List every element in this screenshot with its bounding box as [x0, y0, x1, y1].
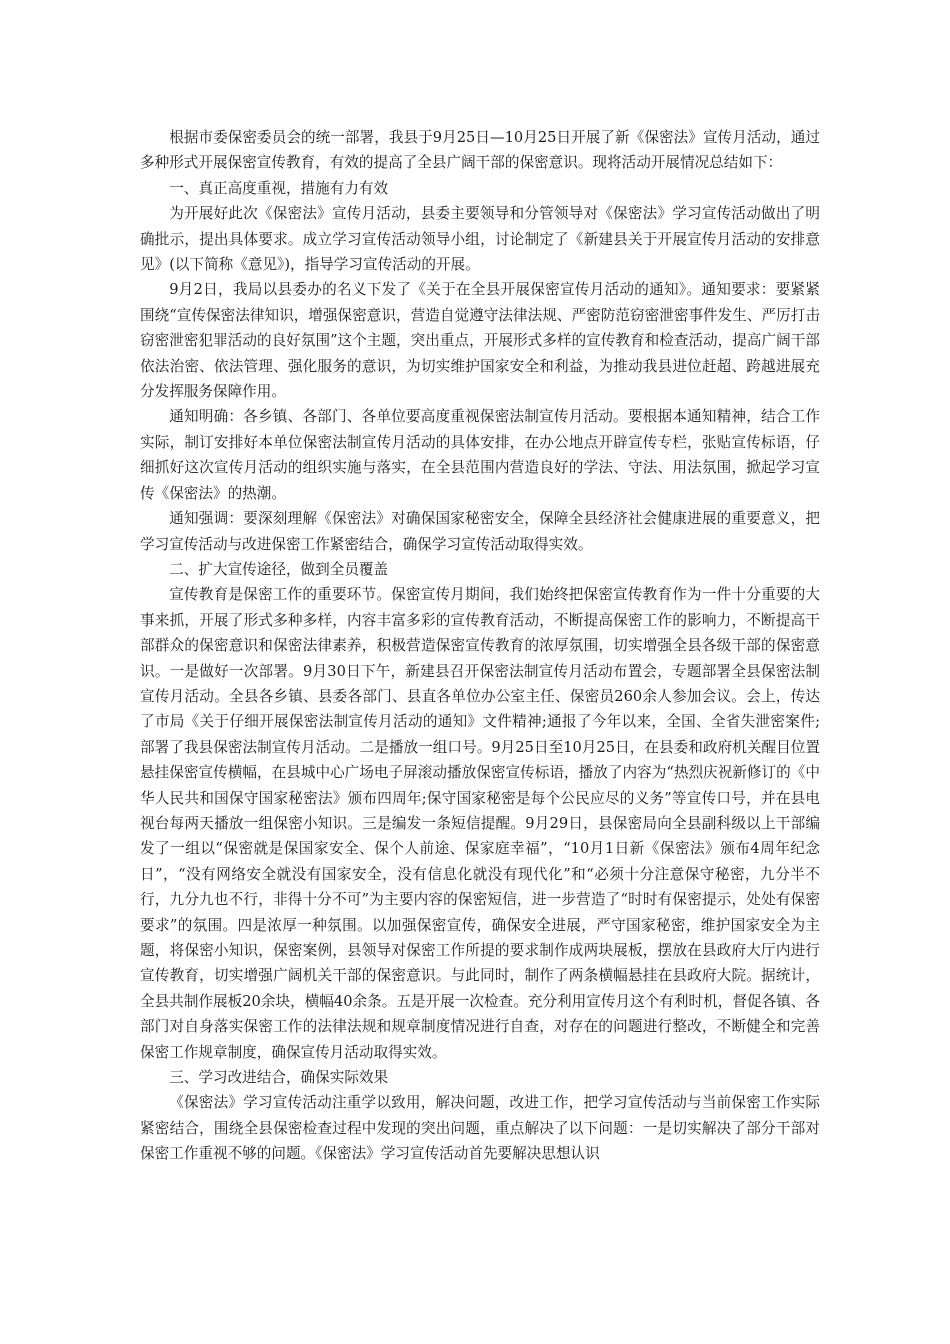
section-heading-1: 一、真正高度重视，措施有力有效 — [169, 179, 389, 197]
body-paragraph: 9月2日，我局以县委办的名义下发了《关于在全县开展保密宣传月活动的通知》。通知要求：要紧紧围绕“宣传保密法律知识，增强保密意识，营造自觉遵守法律法规、严密防范窃密泄密事件发生、严厉打击窃密泄密犯罪活动的良好氛围”这个主题，突出重点，开展形式多样的宣传教育和检查活动，提高广阔干部依法治密、依法管理、强化服务的意识，为切实维护国家安全和利益，为推动我县进位赶超、跨越进展充分发挥服务保障作用。 — [140, 281, 820, 401]
body-paragraph: 通知明确：各乡镇、各部门、各单位要高度重视保密法制宣传月活动。要根据本通知精神，结合工作实际，制订安排好本单位保密法制宣传月活动的具体安排，在办公地点开辟宣传专栏，张贴宣传标语，仔细抓好这次宣传月活动的组织实施与落实，在全县范围内营造良好的学法、守法、用法氛围，掀起学习宣传《保密法》的热潮。 — [140, 408, 820, 502]
body-paragraph: 为开展好此次《保密法》宣传月活动，县委主要领导和分管领导对《保密法》学习宣传活动做出了明确批示，提出具体要求。成立学习宣传活动领导小组，讨论制定了《新建县关于开展宣传月活动的安排意见》(以下简称《意见》)，指导学习宣传活动的开展。 — [140, 205, 820, 274]
body-paragraph: 《保密法》学习宣传活动注重学以致用，解决问题，改进工作，把学习宣传活动与当前保密工作实际紧密结合，围绕全县保密检查过程中发现的突出问题，重点解决了以下问题：一是切实解决了部分干部对保密工作重视不够的问题。《保密法》学习宣传活动首先要解决思想认识 — [140, 1094, 820, 1163]
section-heading-2: 二、扩大宣传途径，做到全员覆盖 — [169, 560, 389, 578]
intro-paragraph: 根据市委保密委员会的统一部署，我县于9月25日—10月25日开展了新《保密法》宣传月活动，通过多种形式开展保密宣传教育，有效的提高了全县广阔干部的保密意识。现将活动开展情况总结如下： — [140, 129, 820, 172]
section-heading-3: 三、学习改进结合，确保实际效果 — [169, 1069, 389, 1087]
document-body — [140, 125, 820, 1167]
body-paragraph: 通知强调：要深刻理解《保密法》对确保国家秘密安全，保障全县经济社会健康进展的重要意义，把学习宣传活动与改进保密工作紧密结合，确保学习宣传活动取得实效。 — [140, 510, 820, 553]
body-paragraph: 宣传教育是保密工作的重要环节。保密宣传月期间，我们始终把保密宣传教育作为一件十分重要的大事来抓，开展了形式多种多样，内容丰富多彩的宣传教育活动，不断提高保密工作的影响力，不断提高干部群众的保密意识和保密法律素养，积极营造保密宣传教育的浓厚氛围，切实增强全县各级干部的保密意识。一是做好一次部署。9月30日下午，新建县召开保密法制宣传月活动布置会，专题部署全县保密法制宣传月活动。全县各乡镇、县委各部门、县直各单位办公室主任、保密员260余人参加会议。会上，传达了市局《关于仔细开展保密法制宣传月活动的通知》文件精神;通报了今年以来，全国、全省失泄密案件;部署了我县保密法制宣传月活动。二是播放一组口号。9月25日至10月25日，在县委和政府机关醒目位置悬挂保密宣传横幅，在县城中心广场电子屏滚动播放保密宣传标语，播放了内容为“热烈庆祝新修订的《中华人民共和国保守国家秘密法》颁布四周年;保守国家秘密是每个公民应尽的义务”等宣传口号，并在县电视台每两天播放一组保密小知识。三是编发一条短信提醒。9月29日，县保密局向全县副科级以上干部编发了一组以“保密就是保国家安全、保个人前途、保家庭幸福”，“10月1日新《保密法》颁布4周年纪念日”，“没有网络安全就没有国家安全，没有信息化就没有现代化”和“必须十分注意保守秘密，九分半不行，九分九也不行，非得十分不可”为主要内容的保密短信，进一步营造了“时时有保密提示，处处有保密要求”的氛围。四是浓厚一种氛围。以加强保密宣传，确保安全进展，严守国家秘密，维护国家安全为主题，将保密小知识，保密案例，县领导对保密工作所提的要求制作成两块展板，摆放在县政府大厅内进行宣传教育，切实增强广阔机关干部的保密意识。与此同时，制作了两条横幅悬挂在县政府大院。据统计，全县共制作展板20余块，横幅40余条。五是开展一次检查。充分利用宣传月这个有利时机，督促各镇、各部门对自身落实保密工作的法律法规和规章制度情况进行自查，对存在的问题进行整改，不断健全和完善保密工作规章制度，确保宣传月活动取得实效。 — [140, 586, 820, 1061]
